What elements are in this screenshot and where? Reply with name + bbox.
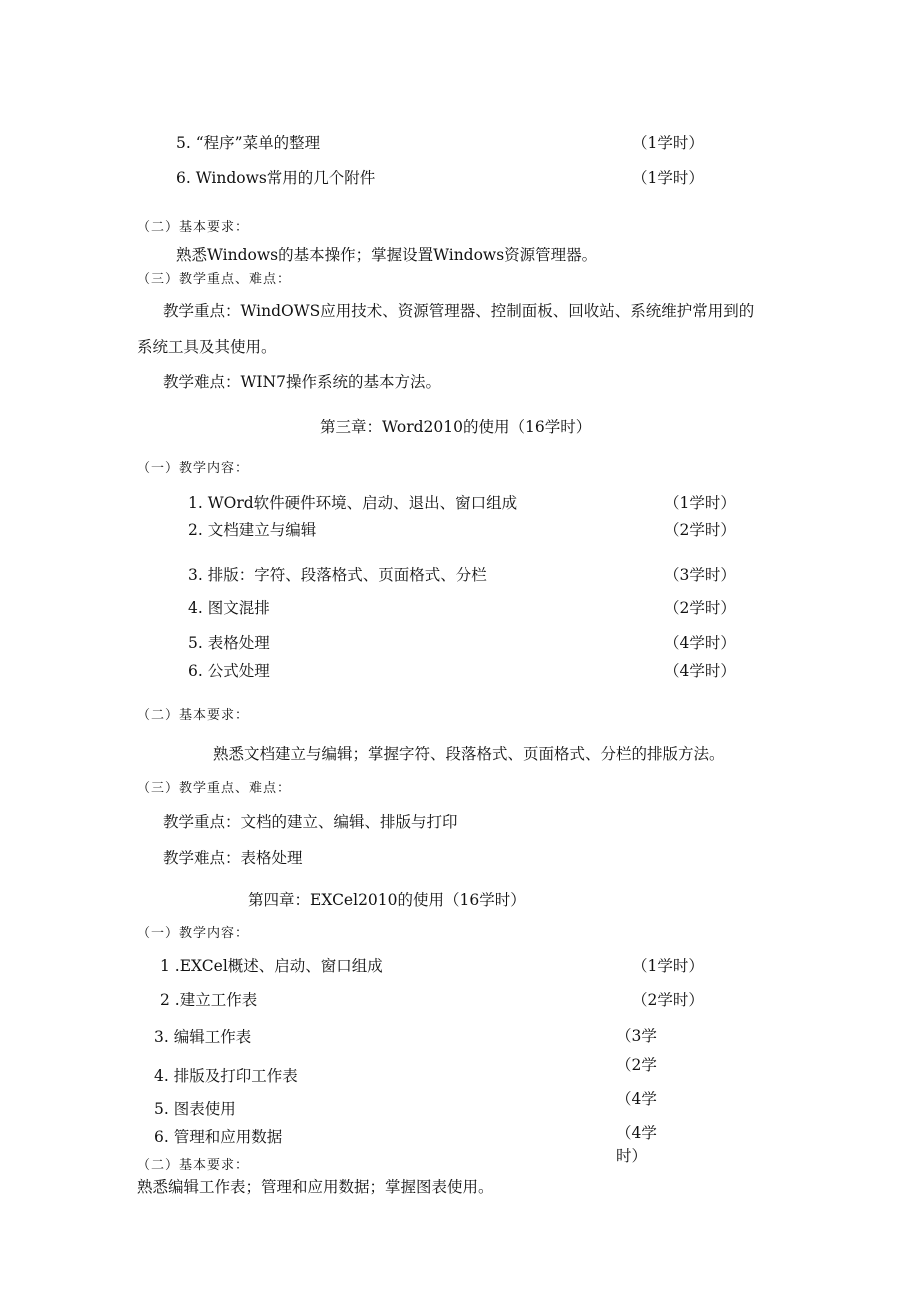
ch4-item-2-hours: （2学时） — [632, 991, 704, 1009]
ch2-item-6: 6. Windows常用的几个附件 — [176, 169, 376, 187]
ch2-item-6-hours: （1学时） — [632, 169, 704, 187]
ch4-item-4: 4. 排版及打印工作表 — [154, 1067, 298, 1085]
ch3-item-1: 1. WOrd软件硬件环境、启动、退出、窗口组成 — [188, 494, 518, 512]
ch3-item-1-hours: （1学时） — [664, 494, 736, 512]
ch3-item-2: 2. 文档建立与编辑 — [188, 521, 317, 539]
ch3-item-5: 5. 表格处理 — [188, 634, 270, 652]
ch2-key-points-text-line1: 教学重点：WindOWS应用技术、资源管理器、控制面板、回收站、系统维护常用到的 — [163, 302, 755, 320]
ch4-basic-requirements-heading: （二）基本要求： — [137, 1158, 250, 1173]
ch3-basic-requirements-text: 熟悉文档建立与编辑；掌握字符、段落格式、页面格式、分栏的排版方法。 — [213, 745, 725, 763]
ch2-basic-requirements-text: 熟悉Windows的基本操作；掌握设置Windows资源管理器。 — [176, 246, 598, 264]
ch4-item-4-hours: （2学 — [616, 1056, 657, 1074]
ch4-content-heading: （一）教学内容： — [137, 926, 250, 941]
ch3-title: 第三章：Word2010的使用（16学时） — [320, 418, 592, 436]
ch4-item-6: 6. 管理和应用数据 — [154, 1128, 283, 1146]
ch4-title: 第四章：EXCel2010的使用（16学时） — [248, 891, 526, 909]
ch4-item-5: 5. 图表使用 — [154, 1100, 236, 1118]
ch3-difficulty-text: 教学难点：表格处理 — [163, 849, 303, 867]
ch4-item-2: 2 .建立工作表 — [160, 991, 258, 1009]
ch2-key-points-heading: （三）教学重点、难点： — [137, 272, 292, 287]
ch3-item-4: 4. 图文混排 — [188, 599, 270, 617]
ch3-item-4-hours: （2学时） — [664, 599, 736, 617]
ch2-item-5: 5. “程序”菜单的整理 — [176, 134, 321, 152]
ch3-item-6-hours: （4学时） — [664, 662, 736, 680]
ch3-item-3: 3. 排版：字符、段落格式、页面格式、分栏 — [188, 566, 487, 584]
ch3-item-3-hours: （3学时） — [664, 566, 736, 584]
ch3-key-points-heading: （三）教学重点、难点： — [137, 781, 292, 796]
ch4-item-3: 3. 编辑工作表 — [154, 1028, 252, 1046]
ch3-item-6: 6. 公式处理 — [188, 662, 270, 680]
ch3-item-5-hours: （4学时） — [664, 634, 736, 652]
ch2-key-points-text-line2: 系统工具及其使用。 — [137, 338, 277, 356]
ch2-basic-requirements-heading: （二）基本要求： — [137, 220, 250, 235]
ch4-item-5-hours: （4学 — [616, 1090, 657, 1108]
ch3-basic-requirements-heading: （二）基本要求： — [137, 708, 250, 723]
ch4-basic-requirements-text: 熟悉编辑工作表；管理和应用数据；掌握图表使用。 — [137, 1178, 494, 1196]
ch4-item-1: 1 .EXCel概述、启动、窗口组成 — [160, 957, 383, 975]
ch3-item-2-hours: （2学时） — [664, 521, 736, 539]
ch4-item-6-hours: （4学 — [616, 1124, 657, 1142]
ch2-item-5-hours: （1学时） — [632, 134, 704, 152]
ch4-item-3-hours: （3学 — [616, 1027, 657, 1045]
ch4-hours-tail: 时） — [616, 1147, 648, 1165]
ch2-difficulty-text: 教学难点：WIN7操作系统的基本方法。 — [163, 373, 441, 391]
ch3-key-points-text: 教学重点：文档的建立、编辑、排版与打印 — [163, 813, 458, 831]
ch4-item-1-hours: （1学时） — [632, 957, 704, 975]
ch3-content-heading: （一）教学内容： — [137, 461, 250, 476]
